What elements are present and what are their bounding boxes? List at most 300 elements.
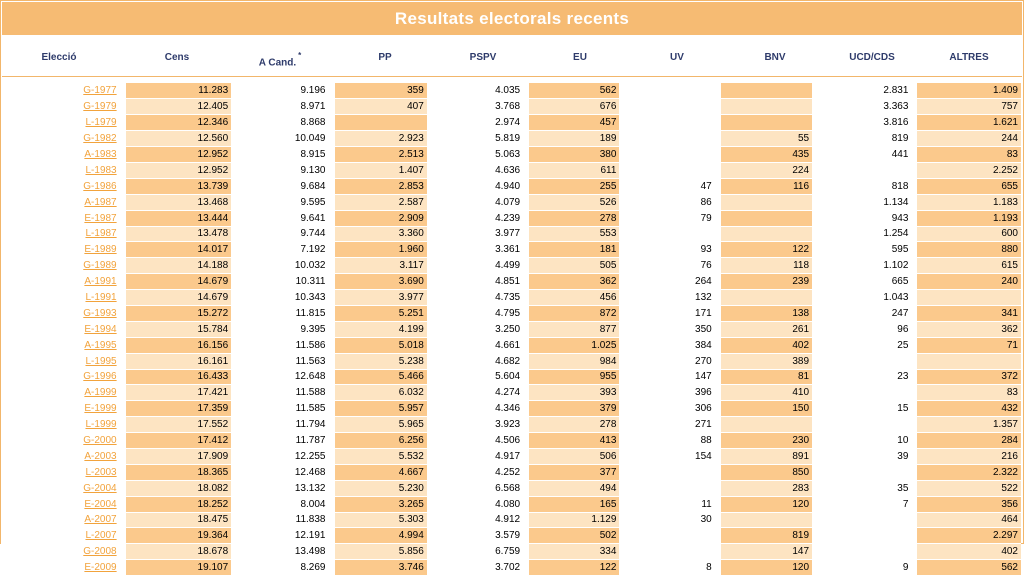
table-row xyxy=(1,321,1021,337)
cell-bnv: 283 xyxy=(721,480,812,496)
cell-uv xyxy=(626,131,715,147)
cell-eu: 562 xyxy=(529,83,619,99)
cell-bnv: 120 xyxy=(721,560,812,576)
table-row xyxy=(1,210,1021,226)
election-link[interactable]: E-1999 xyxy=(84,403,117,415)
cell-pspv: 3.977 xyxy=(433,226,523,242)
cell-pp: 407 xyxy=(335,99,427,115)
cell-altres: 1.357 xyxy=(917,417,1021,433)
cell-pp: 2.513 xyxy=(335,147,427,163)
cell-a-cand: 11.585 xyxy=(237,401,328,417)
cell-eu: 553 xyxy=(529,226,619,242)
cell-bnv: 55 xyxy=(721,131,812,147)
cell-altres: 2.252 xyxy=(917,162,1021,178)
title-bar xyxy=(2,2,1022,35)
cell-cens: 18.365 xyxy=(126,464,231,480)
cell-cens: 16.161 xyxy=(126,353,231,369)
header-eleccio: Elecció xyxy=(41,52,77,63)
cell-uv: 93 xyxy=(626,242,715,258)
cell-a-cand: 8.269 xyxy=(237,560,328,576)
cell-pspv: 2.974 xyxy=(433,115,523,131)
election-link[interactable]: L-2003 xyxy=(85,466,117,478)
cell-bnv: 239 xyxy=(721,274,812,290)
cell-pp: 5.018 xyxy=(335,337,427,353)
cell-uv: 270 xyxy=(626,353,715,369)
cell-pspv: 4.035 xyxy=(433,83,523,99)
cell-eu: 380 xyxy=(529,147,619,163)
cell-eu: 393 xyxy=(529,385,619,401)
header-note-mark: * xyxy=(298,51,302,60)
cell-ucd-cds: 39 xyxy=(818,448,911,464)
cell-pspv: 5.063 xyxy=(433,147,523,163)
election-link[interactable]: E-1987 xyxy=(84,212,117,224)
cell-bnv: 850 xyxy=(721,464,812,480)
election-link[interactable]: G-1996 xyxy=(83,371,117,383)
cell-cens: 11.283 xyxy=(126,83,231,99)
election-link[interactable]: L-1987 xyxy=(85,228,117,240)
cell-eu: 955 xyxy=(529,369,619,385)
cell-pp: 2.923 xyxy=(335,131,427,147)
table-row xyxy=(1,178,1021,194)
cell-ucd-cds: 3.363 xyxy=(818,99,911,115)
cell-pspv: 4.682 xyxy=(433,353,523,369)
cell-ucd-cds: 25 xyxy=(818,337,911,353)
cell-altres: 562 xyxy=(917,560,1021,576)
election-link[interactable]: G-1993 xyxy=(83,307,117,319)
cell-altres: 216 xyxy=(917,448,1021,464)
cell-altres: 600 xyxy=(917,226,1021,242)
cell-cens: 15.784 xyxy=(126,321,231,337)
cell-cens: 17.359 xyxy=(126,401,231,417)
cell-election xyxy=(1,147,120,163)
cell-uv: 79 xyxy=(626,210,715,226)
cell-uv: 350 xyxy=(626,321,715,337)
cell-ucd-cds: 665 xyxy=(818,274,911,290)
cell-pspv: 6.568 xyxy=(433,480,523,496)
table-row xyxy=(1,353,1021,369)
cell-bnv: 150 xyxy=(721,401,812,417)
cell-altres xyxy=(917,353,1021,369)
cell-ucd-cds xyxy=(818,528,911,544)
table-row xyxy=(1,131,1021,147)
cell-election xyxy=(1,337,120,353)
cell-ucd-cds: 10 xyxy=(818,433,911,449)
cell-eu: 676 xyxy=(529,99,619,115)
cell-pp: 5.856 xyxy=(335,544,427,560)
cell-cens: 18.475 xyxy=(126,512,231,528)
cell-pspv: 4.917 xyxy=(433,448,523,464)
cell-uv xyxy=(626,83,715,99)
election-link[interactable]: L-1999 xyxy=(85,419,117,431)
cell-pp: 5.238 xyxy=(335,353,427,369)
cell-ucd-cds: 1.043 xyxy=(818,290,911,306)
cell-altres: 402 xyxy=(917,544,1021,560)
election-link[interactable]: L-1983 xyxy=(85,164,117,176)
cell-uv xyxy=(626,226,715,242)
cell-bnv: 891 xyxy=(721,448,812,464)
header-pspv: PSPV xyxy=(469,52,497,63)
cell-pspv: 4.346 xyxy=(433,401,523,417)
election-link[interactable]: E-2009 xyxy=(84,562,117,574)
cell-pp xyxy=(335,115,427,131)
election-link[interactable]: A-2003 xyxy=(84,450,117,462)
cell-uv: 384 xyxy=(626,337,715,353)
cell-bnv xyxy=(721,417,812,433)
cell-eu: 506 xyxy=(529,448,619,464)
cell-ucd-cds: 23 xyxy=(818,369,911,385)
cell-pp: 6.256 xyxy=(335,433,427,449)
cell-election xyxy=(1,290,120,306)
cell-pspv: 4.499 xyxy=(433,258,523,274)
table-row xyxy=(1,401,1021,417)
cell-pspv: 3.250 xyxy=(433,321,523,337)
cell-eu: 1.129 xyxy=(529,512,619,528)
header-pp: PP xyxy=(378,52,392,63)
election-link[interactable]: G-2004 xyxy=(83,482,117,494)
cell-pspv: 4.079 xyxy=(433,194,523,210)
election-link[interactable]: E-2004 xyxy=(84,498,117,510)
cell-cens: 12.560 xyxy=(126,131,231,147)
election-link[interactable]: G-1977 xyxy=(83,85,117,97)
cell-cens: 14.188 xyxy=(126,258,231,274)
cell-bnv: 116 xyxy=(721,178,812,194)
cell-cens: 13.444 xyxy=(126,210,231,226)
table-row xyxy=(1,560,1021,576)
cell-pspv: 3.702 xyxy=(433,560,523,576)
cell-a-cand: 9.130 xyxy=(237,162,328,178)
election-link[interactable]: G-2008 xyxy=(83,546,117,558)
cell-cens: 13.739 xyxy=(126,178,231,194)
table-row xyxy=(1,242,1021,258)
cell-altres: 372 xyxy=(917,369,1021,385)
cell-pspv: 4.661 xyxy=(433,337,523,353)
cell-election xyxy=(1,305,120,321)
election-link[interactable]: E-1989 xyxy=(84,244,117,256)
cell-a-cand: 12.255 xyxy=(237,448,328,464)
cell-election xyxy=(1,131,120,147)
cell-pspv: 4.239 xyxy=(433,210,523,226)
cell-eu: 181 xyxy=(529,242,619,258)
cell-a-cand: 9.595 xyxy=(237,194,328,210)
cell-altres: 757 xyxy=(917,99,1021,115)
election-link[interactable]: A-1999 xyxy=(84,387,117,399)
cell-a-cand: 13.498 xyxy=(237,544,328,560)
cell-pp: 4.199 xyxy=(335,321,427,337)
cell-eu: 165 xyxy=(529,496,619,512)
cell-eu: 413 xyxy=(529,433,619,449)
cell-a-cand: 11.588 xyxy=(237,385,328,401)
cell-uv xyxy=(626,115,715,131)
cell-bnv: 402 xyxy=(721,337,812,353)
cell-uv xyxy=(626,528,715,544)
cell-altres: 2.322 xyxy=(917,464,1021,480)
cell-cens: 16.156 xyxy=(126,337,231,353)
table-row xyxy=(1,512,1021,528)
election-link[interactable]: L-1995 xyxy=(85,355,117,367)
cell-pspv: 5.819 xyxy=(433,131,523,147)
cell-election xyxy=(1,178,120,194)
cell-a-cand: 8.868 xyxy=(237,115,328,131)
cell-election xyxy=(1,115,120,131)
cell-altres: 1.183 xyxy=(917,194,1021,210)
cell-eu: 877 xyxy=(529,321,619,337)
cell-uv xyxy=(626,480,715,496)
table-row xyxy=(1,544,1021,560)
election-link[interactable]: A-1987 xyxy=(84,196,117,208)
cell-uv xyxy=(626,99,715,115)
table-row xyxy=(1,464,1021,480)
cell-pp: 5.965 xyxy=(335,417,427,433)
cell-altres: 464 xyxy=(917,512,1021,528)
election-link[interactable]: G-1982 xyxy=(83,133,117,145)
cell-pp: 6.032 xyxy=(335,385,427,401)
table-row xyxy=(1,226,1021,242)
election-link[interactable]: G-2000 xyxy=(83,435,117,447)
election-link[interactable]: A-1991 xyxy=(84,276,117,288)
cell-altres: 244 xyxy=(917,131,1021,147)
cell-pspv: 4.274 xyxy=(433,385,523,401)
cell-pp: 1.960 xyxy=(335,242,427,258)
cell-bnv xyxy=(721,194,812,210)
cell-cens: 14.017 xyxy=(126,242,231,258)
cell-eu: 278 xyxy=(529,417,619,433)
cell-cens: 12.952 xyxy=(126,147,231,163)
cell-pp: 3.690 xyxy=(335,274,427,290)
cell-eu: 984 xyxy=(529,353,619,369)
cell-ucd-cds xyxy=(818,512,911,528)
page-title: Resultats electorals recents xyxy=(394,8,630,28)
header-bnv: BNV xyxy=(764,52,786,63)
cell-eu: 255 xyxy=(529,178,619,194)
cell-election xyxy=(1,83,120,99)
cell-election xyxy=(1,226,120,242)
cell-a-cand: 9.684 xyxy=(237,178,328,194)
cell-pspv: 3.768 xyxy=(433,99,523,115)
cell-pp: 2.853 xyxy=(335,178,427,194)
header-a-cand: A Cand.* xyxy=(258,51,302,69)
cell-cens: 14.679 xyxy=(126,274,231,290)
cell-bnv xyxy=(721,226,812,242)
cell-cens: 17.552 xyxy=(126,417,231,433)
cell-cens: 19.107 xyxy=(126,560,231,576)
cell-pspv: 6.759 xyxy=(433,544,523,560)
cell-election xyxy=(1,162,120,178)
cell-ucd-cds xyxy=(818,417,911,433)
cell-bnv: 118 xyxy=(721,258,812,274)
cell-cens: 19.364 xyxy=(126,528,231,544)
cell-election xyxy=(1,417,120,433)
cell-a-cand: 10.032 xyxy=(237,258,328,274)
cell-altres: 615 xyxy=(917,258,1021,274)
cell-bnv: 120 xyxy=(721,496,812,512)
cell-ucd-cds: 441 xyxy=(818,147,911,163)
cell-a-cand: 9.744 xyxy=(237,226,328,242)
cell-altres: 1.409 xyxy=(917,83,1021,99)
cell-election xyxy=(1,194,120,210)
cell-altres: 2.297 xyxy=(917,528,1021,544)
cell-pp: 5.303 xyxy=(335,512,427,528)
cell-uv xyxy=(626,147,715,163)
results-table xyxy=(1,83,1021,576)
cell-altres: 356 xyxy=(917,496,1021,512)
cell-bnv xyxy=(721,210,812,226)
cell-eu: 457 xyxy=(529,115,619,131)
cell-pp: 5.532 xyxy=(335,448,427,464)
cell-ucd-cds: 7 xyxy=(818,496,911,512)
table-row xyxy=(1,369,1021,385)
cell-election xyxy=(1,480,120,496)
table-row xyxy=(1,274,1021,290)
election-link[interactable]: L-1991 xyxy=(85,292,117,304)
cell-bnv: 81 xyxy=(721,369,812,385)
cell-ucd-cds: 1.134 xyxy=(818,194,911,210)
table-row xyxy=(1,147,1021,163)
cell-cens: 18.252 xyxy=(126,496,231,512)
cell-altres: 880 xyxy=(917,242,1021,258)
cell-altres: 1.621 xyxy=(917,115,1021,131)
cell-ucd-cds: 35 xyxy=(818,480,911,496)
cell-cens: 14.679 xyxy=(126,290,231,306)
cell-a-cand: 9.395 xyxy=(237,321,328,337)
cell-election xyxy=(1,512,120,528)
cell-a-cand: 11.787 xyxy=(237,433,328,449)
cell-pp: 5.466 xyxy=(335,369,427,385)
cell-bnv: 435 xyxy=(721,147,812,163)
table-row xyxy=(1,115,1021,131)
cell-altres: 284 xyxy=(917,433,1021,449)
cell-cens: 18.082 xyxy=(126,480,231,496)
cell-cens: 16.433 xyxy=(126,369,231,385)
cell-uv: 154 xyxy=(626,448,715,464)
cell-uv: 86 xyxy=(626,194,715,210)
cell-bnv xyxy=(721,512,812,528)
table-row xyxy=(1,83,1021,99)
cell-a-cand: 7.192 xyxy=(237,242,328,258)
cell-ucd-cds xyxy=(818,464,911,480)
table-row xyxy=(1,258,1021,274)
cell-ucd-cds: 818 xyxy=(818,178,911,194)
table-row xyxy=(1,290,1021,306)
election-link[interactable]: G-1989 xyxy=(83,260,117,272)
cell-ucd-cds: 247 xyxy=(818,305,911,321)
cell-pp: 3.977 xyxy=(335,290,427,306)
cell-election xyxy=(1,353,120,369)
cell-pp: 2.587 xyxy=(335,194,427,210)
cell-bnv xyxy=(721,115,812,131)
table-row xyxy=(1,528,1021,544)
cell-pp: 5.957 xyxy=(335,401,427,417)
cell-pspv: 3.361 xyxy=(433,242,523,258)
cell-election xyxy=(1,369,120,385)
cell-election xyxy=(1,433,120,449)
cell-pp: 3.265 xyxy=(335,496,427,512)
cell-ucd-cds: 819 xyxy=(818,131,911,147)
cell-uv xyxy=(626,544,715,560)
cell-bnv: 261 xyxy=(721,321,812,337)
cell-uv: 8 xyxy=(626,560,715,576)
cell-uv xyxy=(626,464,715,480)
cell-election xyxy=(1,242,120,258)
election-link[interactable]: A-2007 xyxy=(84,514,117,526)
table-row xyxy=(1,496,1021,512)
cell-pp: 359 xyxy=(335,83,427,99)
cell-election xyxy=(1,210,120,226)
cell-altres: 522 xyxy=(917,480,1021,496)
cell-bnv xyxy=(721,99,812,115)
cell-eu: 362 xyxy=(529,274,619,290)
cell-a-cand: 13.132 xyxy=(237,480,328,496)
table-row xyxy=(1,417,1021,433)
election-link[interactable]: G-1979 xyxy=(83,101,117,113)
cell-a-cand: 8.915 xyxy=(237,147,328,163)
cell-uv xyxy=(626,162,715,178)
cell-cens: 17.412 xyxy=(126,433,231,449)
cell-pp: 5.251 xyxy=(335,305,427,321)
election-link[interactable]: A-1983 xyxy=(84,149,117,160)
table-header xyxy=(2,35,1022,77)
cell-altres xyxy=(917,290,1021,306)
table-row xyxy=(1,99,1021,115)
cell-eu: 872 xyxy=(529,305,619,321)
cell-bnv xyxy=(721,290,812,306)
cell-bnv: 819 xyxy=(721,528,812,544)
cell-ucd-cds: 595 xyxy=(818,242,911,258)
cell-altres: 71 xyxy=(917,337,1021,353)
cell-pspv: 4.636 xyxy=(433,162,523,178)
cell-altres: 83 xyxy=(917,147,1021,163)
cell-bnv: 410 xyxy=(721,385,812,401)
cell-cens: 17.909 xyxy=(126,448,231,464)
cell-election xyxy=(1,401,120,417)
cell-bnv: 230 xyxy=(721,433,812,449)
cell-pspv: 4.080 xyxy=(433,496,523,512)
cell-election xyxy=(1,448,120,464)
cell-uv: 264 xyxy=(626,274,715,290)
cell-pspv: 3.923 xyxy=(433,417,523,433)
election-link[interactable]: E-1994 xyxy=(84,323,117,335)
cell-pp: 3.746 xyxy=(335,560,427,576)
cell-ucd-cds: 96 xyxy=(818,321,911,337)
cell-cens: 17.421 xyxy=(126,385,231,401)
cell-uv: 76 xyxy=(626,258,715,274)
election-link[interactable]: A-1995 xyxy=(84,339,117,351)
cell-eu: 379 xyxy=(529,401,619,417)
table-row xyxy=(1,194,1021,210)
cell-pspv: 4.506 xyxy=(433,433,523,449)
cell-eu: 456 xyxy=(529,290,619,306)
cell-pspv: 4.940 xyxy=(433,178,523,194)
cell-ucd-cds xyxy=(818,162,911,178)
cell-bnv: 389 xyxy=(721,353,812,369)
table-row xyxy=(1,162,1021,178)
election-link[interactable]: L-2007 xyxy=(85,530,117,542)
cell-eu: 1.025 xyxy=(529,337,619,353)
cell-election xyxy=(1,321,120,337)
cell-pspv: 4.851 xyxy=(433,274,523,290)
cell-altres: 362 xyxy=(917,321,1021,337)
cell-pspv: 4.795 xyxy=(433,305,523,321)
cell-a-cand: 12.191 xyxy=(237,528,328,544)
cell-a-cand: 10.049 xyxy=(237,131,328,147)
cell-altres: 655 xyxy=(917,178,1021,194)
election-link[interactable]: L-1979 xyxy=(85,117,117,129)
cell-uv: 306 xyxy=(626,401,715,417)
cell-election xyxy=(1,274,120,290)
header-eu: EU xyxy=(573,52,587,63)
election-link[interactable]: G-1986 xyxy=(83,180,117,192)
cell-pp: 5.230 xyxy=(335,480,427,496)
cell-altres: 432 xyxy=(917,401,1021,417)
